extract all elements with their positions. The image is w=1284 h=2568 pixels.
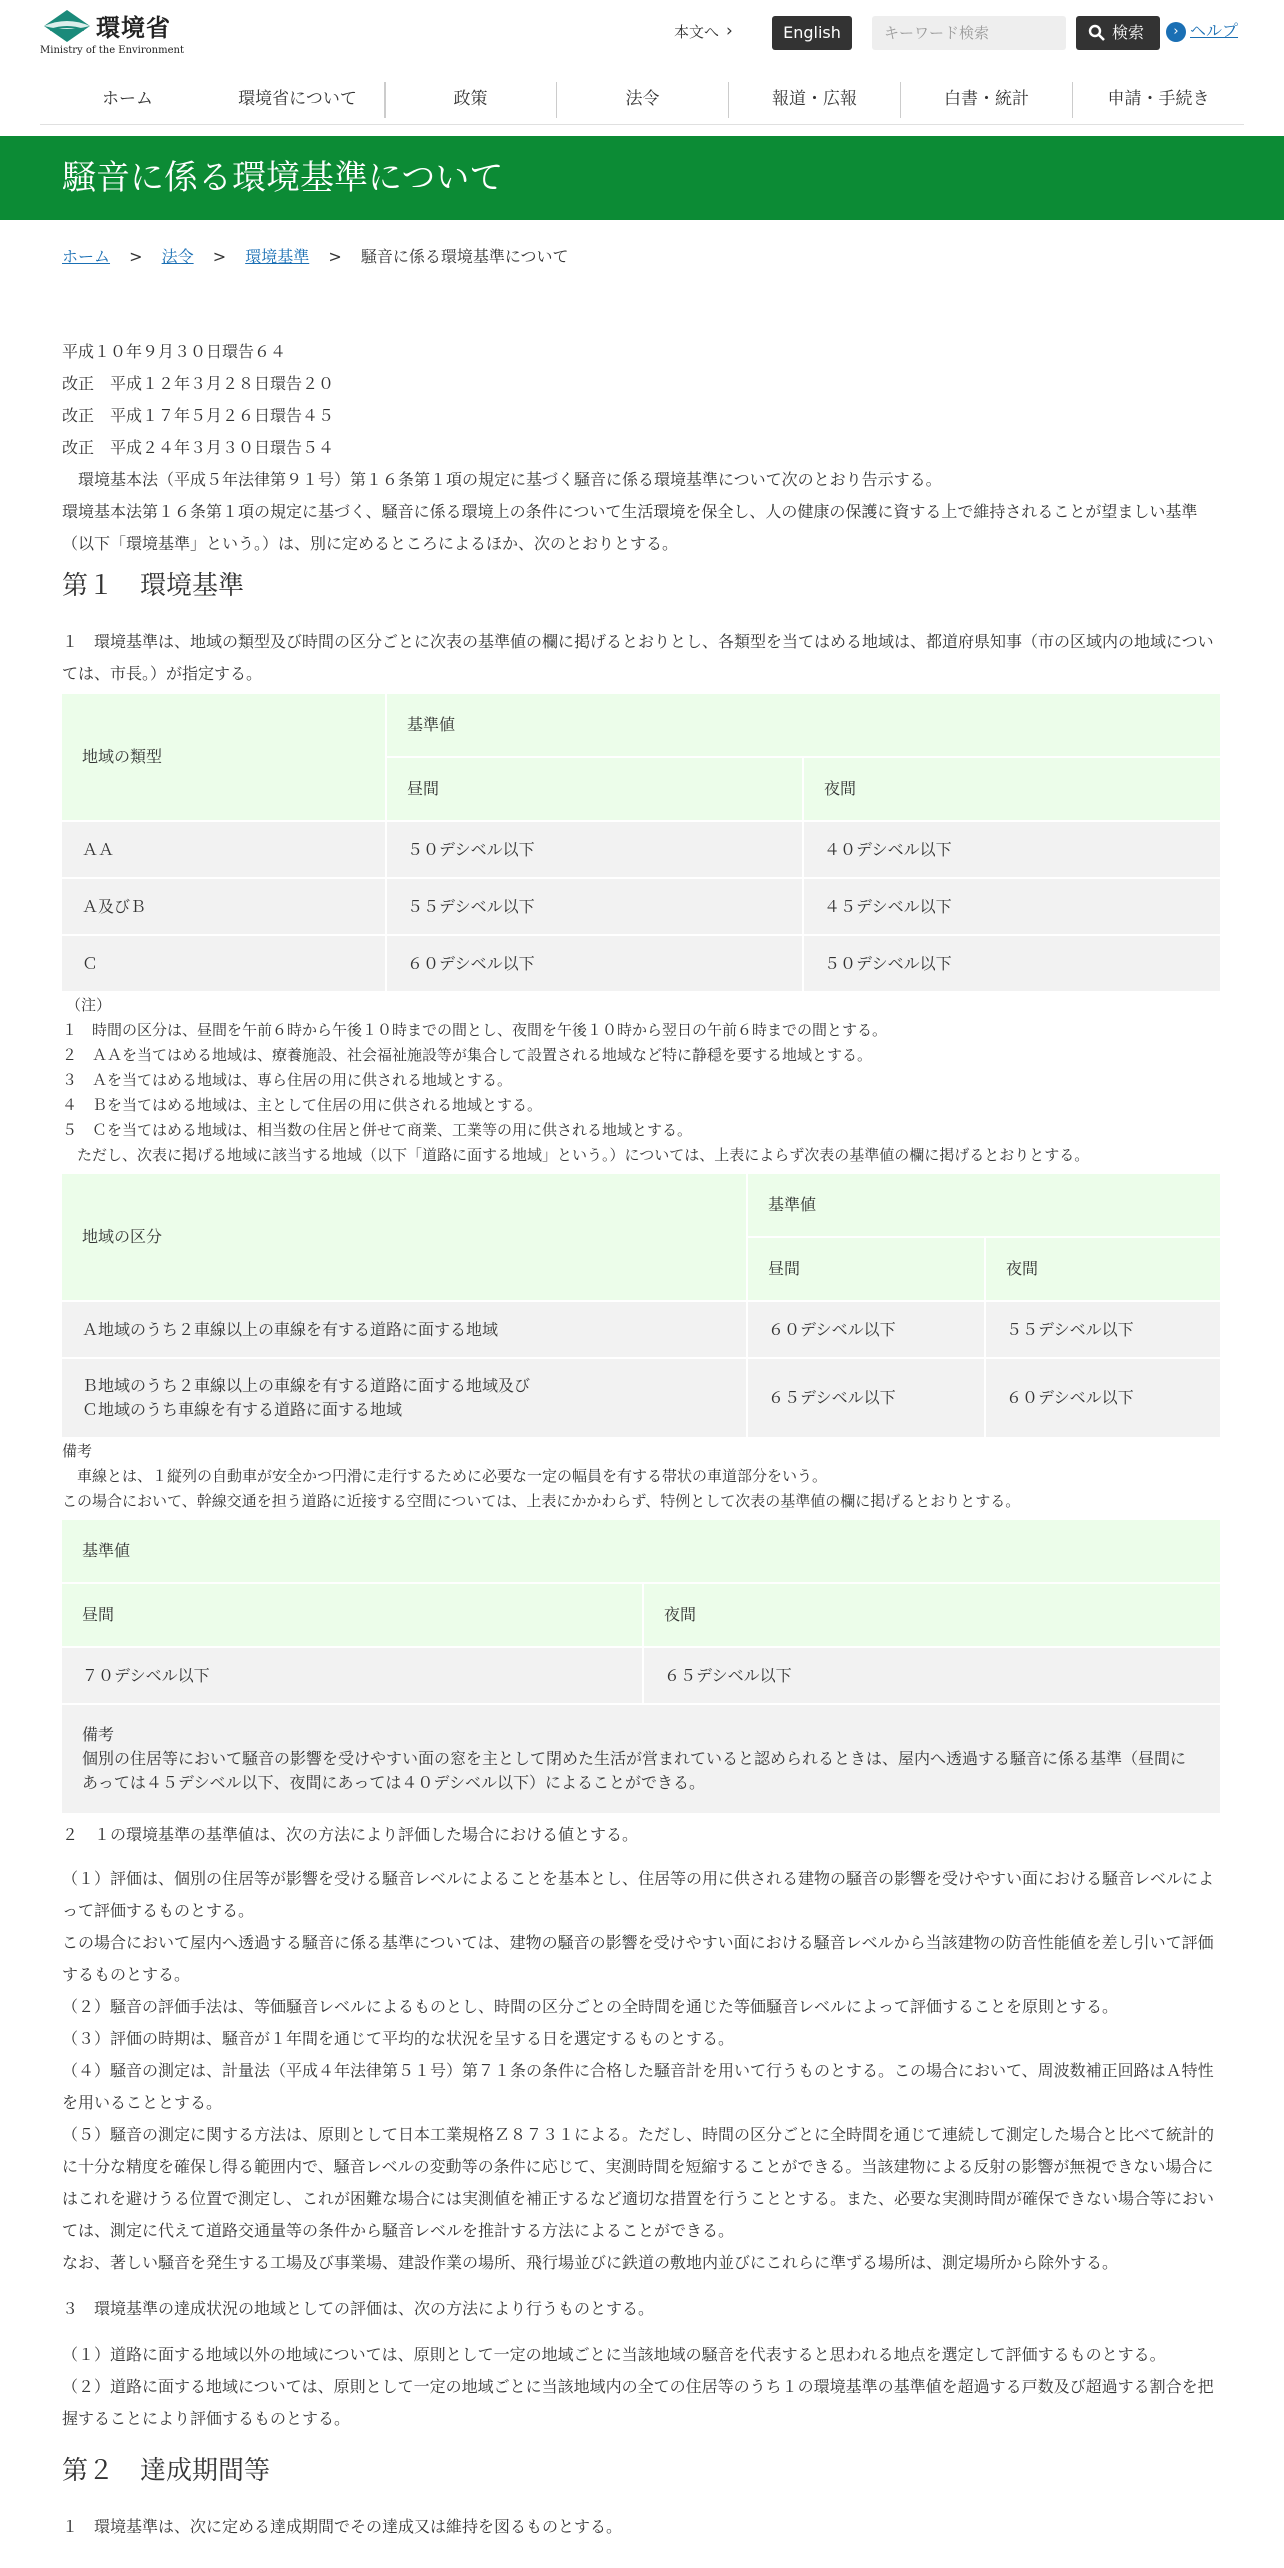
- search-button-label: 検索: [1112, 23, 1145, 42]
- table-header-night: 夜間: [986, 1238, 1220, 1300]
- paragraph: ２ １の環境基準の基準値は、次の方法により評価した場合における値とする。: [62, 1825, 639, 1844]
- logo-text-ja: 環境省: [96, 14, 171, 42]
- standards-table-3: [60, 1518, 1222, 1815]
- table-cell: ５０デシベル以下: [387, 822, 802, 877]
- nav-item-applications[interactable]: 申請・手続き: [1107, 89, 1210, 109]
- breadcrumb-current: 騒音に係る環境基準について: [360, 247, 569, 266]
- list-item: を用いることとする。: [62, 2093, 223, 2112]
- table-row: [62, 1359, 1220, 1437]
- table-header-area-class: 地域の区分: [62, 1174, 746, 1300]
- note-item: ３ Ａを当てはめる地域は、専ら住居の用に供される地域とする。: [62, 1071, 513, 1089]
- table-header-day: 昼間: [387, 758, 802, 820]
- list-item: （１）評価は、個別の住居等が影響を受ける騒音レベルによることを基本とし、住居等の用に供される建物の騒音の影響を受けやすい面における騒音レベルによ: [62, 1869, 1215, 1888]
- table-row: [62, 879, 1220, 934]
- section-heading-1: 第１ 環境基準: [62, 571, 245, 601]
- note-item: ２ ＡＡを当てはめる地域は、療養施設、社会福祉施設等が集合して設置される地域など特に静穏を要する地域とする。: [62, 1046, 873, 1064]
- search-button[interactable]: [1076, 16, 1160, 50]
- table-row: [62, 822, 1220, 877]
- list-item: 握することにより評価するものとする。: [62, 2409, 351, 2428]
- table-header-day: 昼間: [62, 1584, 642, 1646]
- table-cell: ６０デシベル以下: [387, 936, 802, 991]
- main-content: [62, 336, 1222, 2543]
- table-row: [62, 1705, 1220, 1813]
- standards-table-2: [60, 1172, 1222, 1439]
- table-cell: ４０デシベル以下: [804, 822, 1220, 877]
- table-note-cell: [62, 1705, 1220, 1813]
- table-cell: ６５デシベル以下: [644, 1648, 1220, 1703]
- evaluation-method-list: [62, 1863, 1222, 2279]
- revision-date: 改正 平成１７年５月２６日環告４５: [62, 406, 335, 425]
- area-text: Ｃ地域のうち車線を有する道路に面する地域: [82, 1400, 403, 1419]
- skip-to-content-link[interactable]: 本文へ: [674, 23, 720, 41]
- nav-item-policy[interactable]: 政策: [453, 89, 488, 109]
- table-cell: ６５デシベル以下: [748, 1359, 984, 1437]
- table-cell: Ｃ: [62, 936, 385, 991]
- note-item: 個別の住居等において騒音の影響を受けやすい面の窓を主として閉めた生活が営まれていると認められるときは、屋内へ透過する騒音に係る基準（昼間に: [82, 1749, 1187, 1768]
- revision-date: 改正 平成２４年３月３０日環告５４: [62, 438, 335, 457]
- logo-text-en: Ministry of the Environment: [40, 45, 184, 56]
- list-item: （１）道路に面する地域以外の地域については、原則として一定の地域ごとに当該地域の騒音を代表すると思われる地点を選定して評価するものとする。: [62, 2345, 1166, 2364]
- table-cell: ６０デシベル以下: [986, 1359, 1220, 1437]
- table-header-standard: 基準値: [62, 1520, 1220, 1582]
- chevron-right-circle-icon: ›: [1166, 22, 1186, 42]
- nav-item-press[interactable]: 報道・広報: [772, 89, 857, 109]
- table-cell: ６０デシベル以下: [748, 1302, 984, 1357]
- note-item: ただし、次表に掲げる地域に該当する地域（以下「道路に面する地域」という。）については、上表によらず次表の基準値の欄に掲げるとおりとする。: [62, 1146, 1090, 1164]
- note-item: あっては４５デシベル以下、夜間にあっては４０デシベル以下）によることができる。: [82, 1773, 706, 1792]
- table-header-area-type: 地域の類型: [62, 694, 385, 820]
- section-heading-2: 第２ 達成期間等: [62, 2456, 271, 2486]
- note-heading: 備考: [82, 1725, 115, 1744]
- note-item: 車線とは、１縦列の自動車が安全かつ円滑に走行するために必要な一定の幅員を有する帯状の車道部分をいう。: [62, 1467, 828, 1485]
- list-item: って評価するものとする。: [62, 1901, 255, 1920]
- nav-item-home[interactable]: ホーム: [102, 89, 153, 109]
- achievement-evaluation-list: [62, 2339, 1222, 2435]
- note-heading: （注）: [66, 996, 112, 1014]
- note-heading: 備考: [62, 1442, 93, 1460]
- revision-date: 改正 平成１２年３月２８日環告２０: [62, 374, 335, 393]
- help-link-label: ヘルプ: [1190, 21, 1239, 40]
- breadcrumb-laws-link[interactable]: 法令: [161, 247, 194, 266]
- search-input[interactable]: [872, 16, 1066, 50]
- table-header-standard: 基準値: [748, 1174, 1220, 1236]
- page-title: 騒音に係る環境基準について: [62, 158, 504, 198]
- paragraph: ３ 環境基準の達成状況の地域としての評価は、次の方法により行うものとする。: [62, 2299, 655, 2318]
- table-cell: ４５デシベル以下: [804, 879, 1220, 934]
- list-item: はこれを避けうる位置で測定し、これが困難な場合には実測値を補正するなど適切な措置を行うこととする。また、必要な実測時間が確保できない場合等におい: [62, 2189, 1215, 2208]
- nav-item-about[interactable]: 環境省について: [238, 89, 357, 109]
- paragraph: ては、市長。）が指定する。: [62, 664, 263, 683]
- standards-table-1: [60, 692, 1222, 993]
- site-header: [0, 0, 1284, 68]
- table-cell: [62, 1359, 746, 1437]
- table-cell: ５５デシベル以下: [387, 879, 802, 934]
- table-row: [62, 1302, 1220, 1357]
- list-item: ては、測定に代えて道路交通量等の条件から騒音レベルを推計する方法によることができる。: [62, 2221, 735, 2240]
- table-cell: ＡＡ: [62, 822, 385, 877]
- table-cell: ７０デシベル以下: [62, 1648, 642, 1703]
- note-item: この場合において、幹線交通を担う道路に近接する空間については、上表にかかわらず、特例として次表の基準値の欄に掲げるとおりとする。: [62, 1492, 1021, 1510]
- intro-paragraph: 環境基本法（平成５年法律第９１号）第１６条第１項の規定に基づく騒音に係る環境基準について次のとおり告示する。: [62, 470, 942, 489]
- breadcrumb-standards-link[interactable]: 環境基準: [245, 247, 310, 266]
- note-item: ４ Ｂを当てはめる地域は、主として住居の用に供される地域とする。: [62, 1096, 543, 1114]
- notice-date: 平成１０年９月３０日環告６４: [62, 342, 287, 361]
- nav-item-laws[interactable]: 法令: [625, 89, 660, 109]
- english-button[interactable]: English: [772, 16, 852, 50]
- table-cell: ５０デシベル以下: [804, 936, 1220, 991]
- breadcrumb-separator: >: [129, 247, 143, 266]
- table-row: [62, 936, 1220, 991]
- table-header-night: 夜間: [644, 1584, 1220, 1646]
- breadcrumb-separator: >: [328, 247, 342, 266]
- site-logo[interactable]: [40, 8, 184, 56]
- table-cell: ５５デシベル以下: [986, 1302, 1220, 1357]
- table-cell: Ａ及びＢ: [62, 879, 385, 934]
- logo-mark-icon: [40, 8, 94, 44]
- table-cell: [62, 1302, 746, 1357]
- breadcrumb-separator: >: [212, 247, 227, 266]
- chevron-right-icon: ›: [726, 21, 733, 41]
- nav-item-whitepaper[interactable]: 白書・統計: [944, 89, 1029, 109]
- title-band: [0, 136, 1284, 220]
- paragraph: １ 環境基準は、地域の類型及び時間の区分ごとに次表の基準値の欄に掲げるとおりとし、各類型を当てはめる地域は、都道府県知事（市の区域内の地域につい: [62, 632, 1214, 651]
- list-item: （５）騒音の測定に関する方法は、原則として日本工業規格Ｚ８７３１による。ただし、時間の区分ごとに全時間を通じて連続して測定した場合と比べて統計的: [62, 2125, 1215, 2144]
- paragraph: １ 環境基準は、次に定める達成期間でその達成又は維持を図るものとする。: [62, 2517, 623, 2536]
- global-nav: [40, 76, 1244, 125]
- list-item: （４）騒音の測定は、計量法（平成４年法律第５１号）第７１条の条件に合格した騒音計を用いて行うものとする。この場合において、周波数補正回路はＡ特性: [62, 2061, 1214, 2080]
- intro-paragraph: （以下「環境基準」という。）は、別に定めるところによるほか、次のとおりとする。: [62, 534, 679, 553]
- table-row: [62, 1648, 1220, 1703]
- list-item: （２）道路に面する地域については、原則として一定の地域ごとに当該地域内の全ての住居等のうち１の環境基準の基準値を超過する戸数及び超過する割合を把: [62, 2377, 1214, 2396]
- table-header-night: 夜間: [804, 758, 1220, 820]
- list-item: に十分な精度を確保し得る範囲内で、騒音レベルの変動等の条件に応じて、実測時間を短縮することができる。当該建物による反射の影響が無視できない場合に: [62, 2157, 1214, 2176]
- list-item: するものとする。: [62, 1965, 191, 1984]
- list-item: （３）評価の時期は、騒音が１年間を通じて平均的な状況を呈する日を選定するものとする。: [62, 2029, 735, 2048]
- list-item: なお、著しい騒音を発生する工場及び事業場、建設作業の場所、飛行場並びに鉄道の敷地内並びにこれらに準ずる場所は、測定場所から除外する。: [62, 2253, 1119, 2272]
- note-item: ５ Ｃを当てはめる地域は、相当数の住居と併せて商業、工業等の用に供される地域とする。: [62, 1121, 693, 1139]
- area-text: Ａ地域のうち２車線以上の車線を有する道路に面する地域: [82, 1319, 499, 1339]
- intro-paragraph: 環境基本法第１６条第１項の規定に基づく、騒音に係る環境上の条件について生活環境を保全し、人の健康の保護に資する上で維持されることが望ましい基準: [62, 502, 1198, 521]
- area-text: Ｂ地域のうち２車線以上の車線を有する道路に面する地域及び: [82, 1376, 531, 1395]
- list-item: （２）騒音の評価手法は、等価騒音レベルによるものとし、時間の区分ごとの全時間を通じた等価騒音レベルによって評価することを原則とする。: [62, 1997, 1119, 2016]
- list-item: この場合において屋内へ透過する騒音に係る基準については、建物の騒音の影響を受けやすい面における騒音レベルから当該建物の防音性能値を差し引いて評価: [62, 1933, 1214, 1952]
- breadcrumb-home-link[interactable]: ホーム: [62, 247, 111, 266]
- breadcrumb: [62, 244, 569, 270]
- search-icon: [1088, 24, 1106, 42]
- note-item: １ 時間の区分は、昼間を午前６時から午後１０時までの間とし、夜間を午後１０時から翌日の午前６時までの間とする。: [62, 1021, 888, 1039]
- table-header-standard: 基準値: [387, 694, 1220, 756]
- table-header-day: 昼間: [748, 1238, 984, 1300]
